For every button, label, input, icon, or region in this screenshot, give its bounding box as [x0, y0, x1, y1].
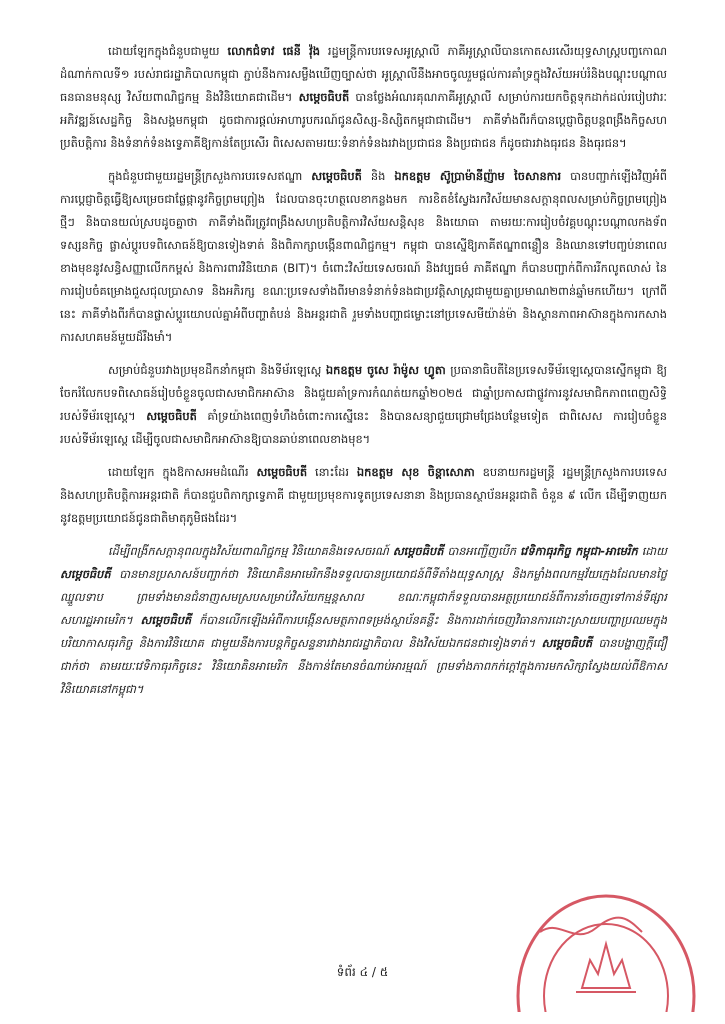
bold-text-run: សម្តេចធិបតី [256, 465, 308, 479]
document-body [60, 40, 667, 701]
text-run: និង [361, 169, 395, 183]
page-number: ទំព័រ ៤ / ៥ [336, 965, 389, 979]
text-run: ដោយឡែក ក្នុងឱកាសអមដំណើរ [108, 465, 257, 479]
paragraph-2 [60, 165, 667, 349]
text-run: ដើម្បីពង្រីកសក្តានុពលក្នុងវិស័យពាណិជ្ជកម្ម វិនិយោគនិងទេសចរណ៍ [108, 544, 393, 558]
text-run: គាំទ្រយ៉ាងពេញទំហឹងចំពោះការស្នើនេះ និងបានសន្យាជួយជ្រោមជ្រែងបន្ថែមទៀត ជាពិសេស ការរៀបចំខ្លួនរបស់ទីម័រឡេស្តេ ដើម្បីចូលជាសមាជិកអាស៊ានឱ្យបានឆាប់នាពេលខាងមុខ។ [60, 409, 667, 446]
seal-inner-ring [544, 924, 668, 1012]
text-run: បានថ្លែងអំណរគុណភាគីអូស្ត្រាលី សម្រាប់ការយកចិត្តទុកដាក់ដល់របៀបវារៈអភិវឌ្ឍន៍សេដ្ឋកិច្ច និងសង្គមកម្ពុជា ដូចជាការផ្តល់អាហារូបករណ៍ជូនសិស្ស-និស្សិតកម្ពុជាជាដើម។ ភាគីទាំងពីរក៏បានប្តេជ្ញាចិត្តបន្តពង្រឹងកិច្ចសហប្រតិបត្តិការ និងទំនាក់ទំនងទ្វេភាគីឱ្យកាន់តែប្រសើរ ពិសេសតាមរយៈទំនាក់ទំនងរវាងប្រជាជន និងប្រជាជន ក៏ដូចជារវាងធុរជន និងធុរជន។ [60, 90, 667, 150]
text-run: បានបញ្ជាក់ឡើងវិញអំពីការប្តេជ្ញាចិត្តធ្វើឱ្យសម្រេចជាផ្លែផ្កានូវកិច្ចព្រមព្រៀង ដែលបានចុះហត្ថលេខាកន្លងមក ការខិតខំស្វែងរកវិស័យមានសក្តានុពលសម្រាប់កិច្ចព្រមព្រៀងថ្មីៗ និងបានយល់ស្របដូចគ្នាថា ភាគីទាំងពីរត្រូវពង្រឹងសហប្រតិបត្តិការវិស័យសន្តិសុខ និងយោធា តាមរយៈការរៀបចំវគ្គបណ្តុះបណ្តាលកងទ័ព ទស្សនកិច្ច ផ្លាស់ប្តូរបទពិសោធន៍ឱ្យបានទៀងទាត់ និងពិភាក្សាបង្កើនពាណិជ្ជកម្ម។ កម្ពុជា បានស្នើឱ្យភាគីឥណ្ឌាពន្លឿន និងឈានទៅបញ្ចប់នាពេលខាងមុខនូវសន្ធិសញ្ញាលើកកម្ពស់ និងការពារវិនិយោគ (BIT)។ ចំពោះវិស័យទេសចរណ៍ និងវប្បធម៌ ភាគីឥណ្ឌា ក៏បានបញ្ជាក់ពីការរីកលូតលាស់ នៃការរៀបចំគម្រោងជួសជុលប្រាសាទ និងអភិរក្ស ខណៈប្រទេសទាំងពីរមានទំនាក់ទំនងជាប្រវត្តិសាស្ត្រជាមួយគ្នាប្រមាណ២ពាន់ឆ្នាំមកហើយ។ ក្រៅពីនេះ ភាគីទាំងពីរក៏បានផ្លាស់ប្តូរយោបល់គ្នាអំពីបញ្ហាតំបន់ និងអន្តរជាតិ រួមទាំងបញ្ហាជម្លោះនៅប្រទេសមីយ៉ាន់ម៉ា និងស្ថានភាពអាស៊ានក្នុងការកសាងការសហគមន៍មួយដ៏រឹងមាំ។ [60, 169, 667, 344]
text-run: បានមានប្រសាសន៍បញ្ជាក់ថា វិនិយោគិនអាមេរិកនឹងទទួលបានប្រយោជន៍ពីទីតាំងយុទ្ធសាស្ត្រ និងកម្លាំងពលកម្មវ័យក្មេងដែលមានថ្លៃឈ្នួលទាប ព្រមទាំងមានជំនាញសមស្របសម្រាប់វិស័យកម្មន្តសាល ខណៈកម្ពុជាក៏ទទួលបានអត្ថប្រយោជន៍ពីការនាំចេញទៅកាន់ទីផ្សារសហរដ្ឋអាមេរិក។ [60, 567, 667, 627]
paragraph-1 [60, 40, 667, 155]
text-run: បានអញ្ជើញបើក [443, 544, 521, 558]
bold-text-run: ឯកឧត្តម សុខ ចិន្តាសោភា [356, 465, 475, 479]
bold-text-run: ឯកឧត្តម ចូសេ រ៉ាម៉ូស ហ្វូតា [325, 363, 446, 377]
text-run: ដោយ [637, 544, 667, 558]
text-run: ក្នុងជំនួបជាមួយរដ្ឋមន្ត្រីក្រសួងការបរទេសឥណ្ឌា [108, 169, 312, 183]
bold-text-run: សម្តេចធិបតី [146, 409, 197, 423]
text-run: ដោយឡែកក្នុងជំនួបជាមួយ [108, 44, 228, 58]
paragraph-5 [60, 540, 667, 701]
paragraph-3 [60, 359, 667, 451]
text-run: បានបង្ហាញក្តីជឿជាក់ថា តាមរយៈវេទិកាធុរកិច្ចនេះ វិនិយោគិនអាមេរិក នឹងកាន់តែមានចំណាប់អារម្មណ៍ ព្រមទាំងភាពកក់ក្តៅក្នុងការមកសិក្សាស្វែងយល់ពីឱកាសវិនិយោគនៅកម្ពុជា។ [60, 636, 667, 696]
bold-text-run: សម្តេចធិបតី [298, 90, 350, 104]
bold-text-run: សម្តេចធិបតី [392, 544, 444, 558]
text-run: ក៏បានលើកឡើងអំពីការបង្កើនសមត្ថភាពទម្រង់ស្ថាប័នគន្លឹះ និងការដាក់ចេញវិធានការដោះស្រាយបញ្ហាប្រឈមក្នុងបរិយាកាសធុរកិច្ច និងការវិនិយោគ ជាមួយនឹងការបន្តកិច្ចសន្ទនារវាងរាជរដ្ឋាភិបាល និងវិស័យឯកជនជាទៀងទាត់។ [60, 613, 667, 650]
text-run: ប្រធានាធិបតីនៃប្រទេសទីម័រឡេស្តេបានស្នើកម្ពុជា ឱ្យចែករំលែកបទពិសោធន៍រៀបចំខ្លួនចូលជាសមាជិកអាស៊ាន និងជួយគាំទ្រការកំណត់យកឆ្នាំ២០២៥ ជាឆ្នាំប្រកាសជាផ្លូវការនូវសមាជិកភាពពេញសិទ្ធិរបស់ទីម័រឡេស្តេ។ [60, 363, 667, 423]
text-run: ឧបនាយករដ្ឋមន្ត្រី រដ្ឋមន្ត្រីក្រសួងការបរទេស និងសហប្រតិបត្តិការអន្តរជាតិ ក៏បានជួបពិភាក្សាទ្វេភាគី ជាមួយប្រមុខការទូតប្រទេសនានា និងប្រធានស្ថាប័នអន្តរជាតិ ចំនួន ៩ លើក ដើម្បីទាញយកនូវឧត្តមប្រយោជន៍ជូនជាតិមាតុភូមិផងដែរ។ [60, 465, 667, 525]
bold-text-run: ឯកឧត្តម ស៊ូប្រាម៉ានីញ៉ាម ចៃសានការ [394, 169, 562, 183]
text-run: នោះដែរ [307, 465, 357, 479]
paragraph-4 [60, 461, 667, 530]
bold-text-run: សម្តេចធិបតី [140, 613, 192, 627]
official-seal-icon [512, 888, 700, 1012]
text-run: សម្រាប់ជំនួបរវាងប្រមុខដឹកនាំកម្ពុជា និងទីម័រឡេស្តេ [108, 363, 326, 377]
bold-text-run: សម្តេចធិបតី [311, 169, 362, 183]
bold-text-run: សម្តេចធិបតី [541, 636, 593, 650]
bold-text-run: សម្តេចធិបតី [60, 567, 111, 581]
bold-text-run: វេទិកាធុរកិច្ច កម្ពុជា-អាមេរិក [520, 544, 638, 558]
bold-text-run: លោកជំទាវ ផេនី វ៉ុង [227, 44, 320, 58]
seal-temple-emblem [582, 944, 630, 988]
text-run: រដ្ឋមន្ត្រីការបរទេសអូស្ត្រាលី ភាគីអូស្ត្រាលីបានកោតសរសើរយុទ្ធសាស្ត្របញ្ចកោណ ដំណាក់កាលទី១ របស់រាជរដ្ឋាភិបាលកម្ពុជា ភ្ជាប់នឹងការសម្លឹងឃើញច្បាស់ថា អូស្ត្រាលីនឹងអាចចូលរួមផ្តល់ការគាំទ្រក្នុងវិស័យអប់រំនិងបណ្តុះបណ្តាលធនធានមនុស្ស វិស័យពាណិជ្ជកម្ម និងវិនិយោគជាដើម។ [60, 44, 668, 104]
